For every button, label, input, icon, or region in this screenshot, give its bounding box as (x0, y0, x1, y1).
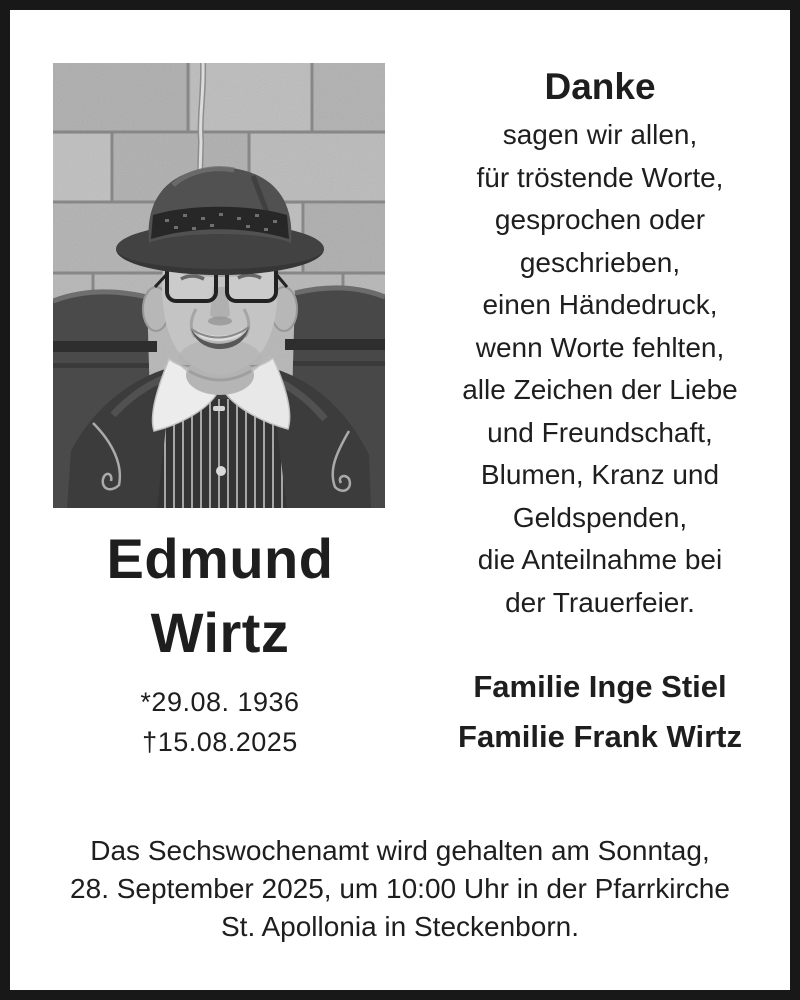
family-line: Familie Frank Wirtz (458, 719, 742, 754)
thanks-line: geschrieben, (519, 246, 681, 278)
deceased-name (40, 522, 400, 670)
life-dates (40, 682, 400, 762)
death-date: †15.08.2025 (142, 727, 298, 757)
thanks-line: Geldspenden, (512, 501, 688, 533)
thanks-column (405, 64, 795, 762)
thanks-line: für tröstende Worte, (476, 161, 724, 193)
mourning-families (405, 662, 795, 762)
thanks-line: wenn Worte fehlten, (475, 331, 725, 363)
thanks-line: und Freundschaft, (487, 416, 713, 448)
service-line: St. Apollonia in Steckenborn. (220, 911, 579, 942)
thanks-line: alle Zeichen der Liebe (462, 374, 738, 405)
thanks-line: Blumen, Kranz und (480, 459, 720, 490)
hanging-cord-icon (200, 63, 203, 175)
portrait-photo-svg (53, 63, 385, 508)
family-line: Familie Inge Stiel (473, 669, 727, 704)
thanks-line: einen Händedruck, (482, 289, 718, 320)
thanks-title: Danke (544, 66, 656, 107)
deceased-first-name: Edmund (106, 527, 334, 590)
deceased-last-name: Wirtz (150, 601, 290, 664)
service-line: 28. September 2025, um 10:00 Uhr in der Pfarrkirche (70, 873, 730, 904)
birth-date: *29.08. 1936 (140, 687, 300, 717)
thanks-line: gesprochen oder (494, 204, 706, 235)
service-announcement (20, 832, 780, 946)
thanks-line: der Trauerfeier. (505, 586, 695, 618)
thanks-line: sagen wir allen, (502, 119, 698, 150)
service-line: Das Sechswochenamt wird gehalten am Sonntag, (90, 835, 710, 866)
portrait-photo (53, 63, 385, 508)
thanks-line: die Anteilnahme bei (477, 544, 723, 575)
